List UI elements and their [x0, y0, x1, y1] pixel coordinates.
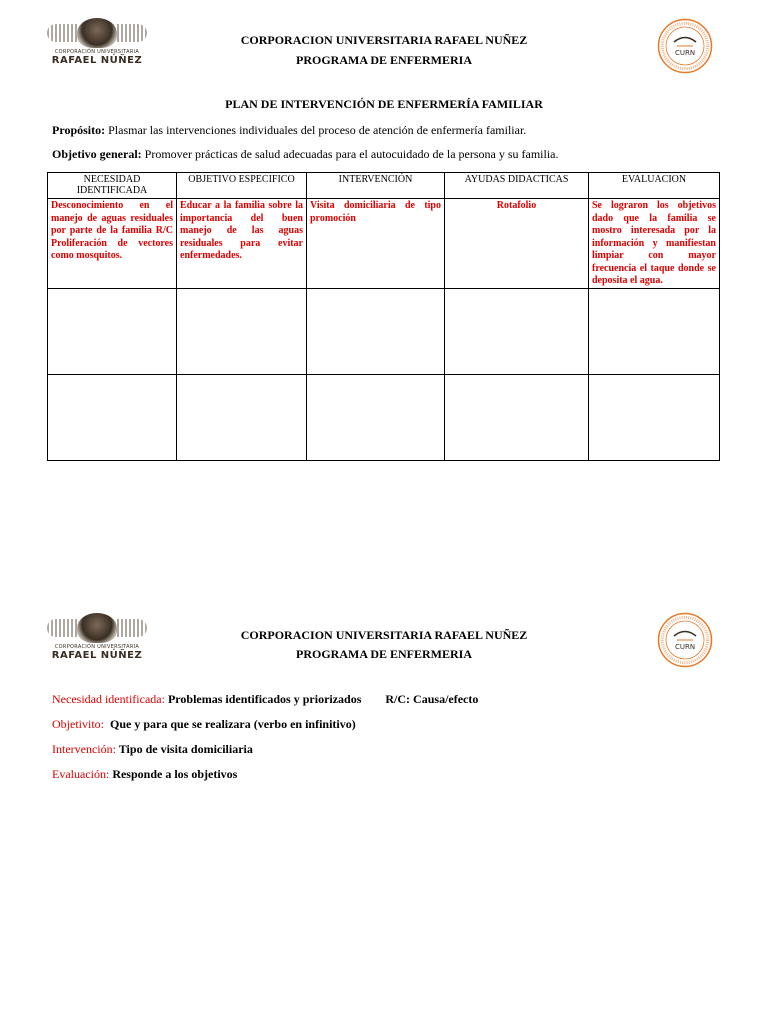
- guide-label: Objetivito:: [52, 717, 104, 731]
- objective-paragraph: [52, 147, 559, 162]
- guide-text: Que y para que se realizara (verbo en infinitivo): [104, 717, 356, 731]
- guide-text: Problemas identificados y priorizados R/C: Causa/efecto: [164, 692, 479, 706]
- table-cell: [177, 374, 307, 460]
- table-cell: [307, 288, 445, 374]
- col-header-objective: OBJETIVO ESPECIFICO: [177, 173, 307, 199]
- logo-small-text: CORPORACIÓN UNIVERSITARIA: [54, 644, 140, 650]
- guide-item-objective: [52, 717, 356, 732]
- guide-item-intervention: [52, 742, 253, 757]
- guide-label: Intervención:: [52, 742, 116, 756]
- table-cell: [445, 374, 589, 460]
- table-header-row: [48, 173, 720, 199]
- col-header-evaluation: EVALUACION: [589, 173, 720, 199]
- logo-big-text: RAFAEL NÚÑEZ: [51, 650, 143, 661]
- objective-label: Objetivo general:: [52, 147, 142, 161]
- plan-title: PLAN DE INTERVENCIÓN DE ENFERMERÍA FAMILIAR: [225, 97, 543, 111]
- table-cell: [307, 374, 445, 460]
- col-header-need: NECESIDAD IDENTIFICADA: [48, 173, 177, 199]
- table-row: [48, 199, 720, 289]
- col-header-didactic-aids: AYUDAS DIDACTICAS: [445, 173, 589, 199]
- header-line1: CORPORACION UNIVERSITARIA RAFAEL NUÑEZ: [240, 628, 528, 642]
- table-cell: Visita domiciliaria de tipo promoción: [307, 199, 445, 289]
- guide-text: Tipo de visita domiciliaria: [115, 742, 253, 756]
- guide-item-need: [52, 692, 478, 707]
- guide-item-evaluation: [52, 767, 237, 782]
- table-cell: Rotafolio: [445, 199, 589, 289]
- guide-text: Responde a los objetivos: [109, 767, 238, 781]
- intervention-plan-table: [47, 172, 720, 461]
- table-row: [48, 374, 720, 460]
- purpose-text: Plasmar las intervenciones individuales del proceso de atención de enfermería familiar.: [105, 123, 527, 137]
- table-cell: [48, 374, 177, 460]
- table-cell: Educar a la familia sobre la importancia del buen manejo de las aguas residuales para evitar enfermedades.: [177, 199, 307, 289]
- purpose-label: Propósito:: [52, 123, 106, 137]
- table-cell: [177, 288, 307, 374]
- table-cell: [589, 374, 720, 460]
- guide-label: Necesidad identificada:: [52, 692, 165, 706]
- objective-text: Promover prácticas de salud adecuadas para el autocuidado de la persona y su familia.: [141, 147, 559, 161]
- table-cell: [589, 288, 720, 374]
- header-line2: PROGRAMA DE ENFERMERIA: [296, 53, 472, 67]
- table-cell: Desconocimiento en el manejo de aguas residuales por parte de la familia R/C Proliferación de vectores como mosquitos.: [48, 199, 177, 289]
- header-line1: CORPORACION UNIVERSITARIA RAFAEL NUÑEZ: [240, 33, 528, 47]
- logo-big-text: RAFAEL NÚÑEZ: [51, 55, 143, 66]
- table-row: [48, 288, 720, 374]
- table-cell: [48, 288, 177, 374]
- table-cell: [445, 288, 589, 374]
- purpose-paragraph: [52, 123, 526, 138]
- seal-text: CURN: [674, 49, 696, 57]
- col-header-intervention: INTERVENCIÓN: [307, 173, 445, 199]
- logo-small-text: CORPORACIÓN UNIVERSITARIA: [54, 49, 140, 55]
- table-cell: Se lograron los objetivos dado que la familia se mostro interesada por la información y manifiestan limpiar con mayor frecuencia el taque donde se deposita el agua.: [589, 199, 720, 289]
- header-line2: PROGRAMA DE ENFERMERIA: [296, 647, 472, 661]
- seal-text: CURN: [674, 643, 696, 651]
- guide-label: Evaluación:: [52, 767, 110, 781]
